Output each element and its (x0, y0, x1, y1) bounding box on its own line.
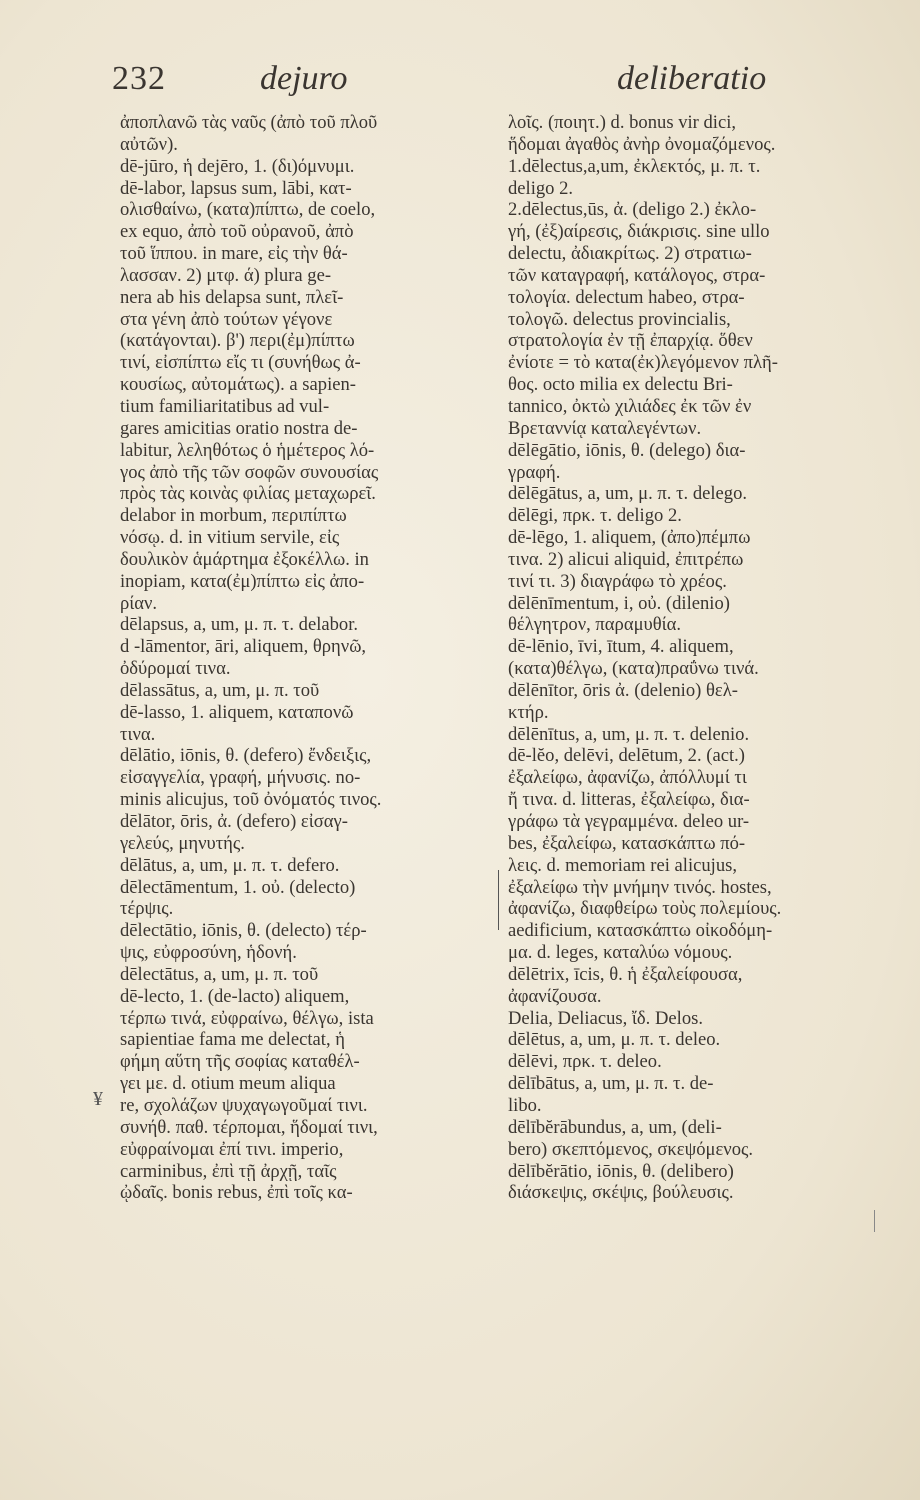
entry-line: (κατάγονται). β') περι(ἐμ)πίπτω (120, 330, 355, 352)
entry-line: aedificium, κατασκάπτω οἰκοδόμη- (508, 920, 773, 942)
entry-line: τολογῶ. delectus provincialis, (508, 308, 731, 330)
entry-line: ἀποπλανῶ τὰς ναῦς (ἀπὸ τοῦ πλοῦ (120, 112, 378, 133)
entry-line: ex equo, ἀπὸ τοῦ οὐρανοῦ, ἀπὸ (120, 221, 354, 243)
entry-line: ἐνίοτε = τὸ κατα(ἐκ)λεγόμενον πλῆ- (508, 352, 778, 374)
entry-line: ἐξαλείφω, ἀφανίζω, ἀπόλλυμί τι (508, 767, 747, 789)
page-number: 232 (112, 60, 166, 97)
entry-line: deligo 2. (508, 177, 574, 199)
header-guide-word-right: deliberatio (617, 60, 767, 97)
entry-line: bes, ἐξαλείφω, κατασκάπτω πό- (508, 832, 746, 854)
entry-line: τινα. (120, 723, 156, 745)
entry-line: re, σχολάζων ψυχαγωγοῦμαί τινι. (120, 1094, 368, 1116)
entry-line: κουσίως, αὐτομάτως). a sapien- (120, 374, 356, 396)
entry-line: λοῖς. (ποιητ.) d. bonus vir dici, (508, 112, 737, 133)
entry-line: gares amicitias oratio nostra de- (120, 417, 358, 439)
entry-line: τέρπω τινά, εὐφραίνω, θέλγω, ista (120, 1007, 374, 1029)
entry-line: dēlectāmentum, 1. οὐ. (delecto) (120, 876, 356, 898)
entry-line: γράφω τὰ γεγραμμένα. deleo ur- (508, 811, 750, 832)
column-divider-mark (498, 870, 499, 930)
entry-line: delabor in morbum, περιπίπτω (120, 505, 347, 527)
entry-line: θος. octo milia ex delectu Bri- (508, 374, 733, 396)
entry-line: ἀφανίζω, διαφθείρω τοὺς πολεμίους. (508, 898, 782, 920)
entry-line: dēlēgi, πρκ. τ. deligo 2. (508, 505, 682, 527)
entry-line: γελεύς, μηνυτής. (120, 832, 245, 854)
entry-line: τινί, εἰσπίπτω εἴς τι (συνήθως ἀ- (120, 352, 361, 374)
entry-line: ἐξαλείφω τὴν μνήμην τινός. hostes, (508, 876, 772, 898)
entry-line: labitur, λεληθότως ὁ ἡμέτερος λό- (120, 439, 375, 461)
running-header (112, 60, 792, 110)
entry-line: γή, (ἐξ)αίρεσις, διάκρισις. sine ullo (508, 221, 770, 243)
entry-line: bero) σκεπτόμενος, σκεψόμενος. (508, 1138, 754, 1160)
entry-line: dēlībātus, a, um, μ. π. τ. de- (508, 1073, 714, 1095)
entry-line: εὐφραίνομαι ἐπί τινι. imperio, (120, 1138, 344, 1160)
entry-line: γραφή. (508, 461, 561, 483)
entry-line: (κατα)θέλγω, (κατα)πραΰνω τινά. (508, 658, 759, 680)
entry-line: dē-lasso, 1. aliquem, καταπονῶ (120, 701, 354, 723)
entry-line: 1.dēlectus,a,um, ἐκλεκτός, μ. π. τ. (508, 155, 761, 177)
entry-line: tium familiaritatibus ad vul- (120, 395, 330, 417)
entry-line: κτήρ. (508, 701, 549, 723)
entry-line: συνήθ. παθ. τέρπομαι, ἥδομαί τινι, (120, 1116, 378, 1138)
right-column (508, 112, 876, 1204)
entry-line: διάσκεψις, σκέψις, βούλευσις. (508, 1182, 734, 1204)
entry-line: dē-jūro, ἡ dejēro, 1. (δι)όμνυμι. (120, 155, 355, 177)
entry-line: tannico, ὀκτὼ χιλιάδες ἐκ τῶν ἐν (508, 395, 752, 417)
entry-line: dēlībĕrātio, iōnis, θ. (delibero) (508, 1160, 734, 1182)
entry-line: dē-lĕo, delēvi, delētum, 2. (act.) (508, 745, 745, 767)
entry-line: dēlētrix, īcis, θ. ἡ ἐξαλείφουσα, (508, 963, 743, 985)
entry-line: dēlapsus, a, um, μ. π. τ. delabor. (120, 614, 359, 636)
marginal-mark: ¥ (93, 1088, 103, 1110)
entry-line: ἤ τινα. d. litteras, ἐξαλείφω, δια- (508, 789, 750, 811)
entry-line: dēlēnītor, ōris ἀ. (delenio) θελ- (508, 679, 738, 701)
entry-line: τῶν καταγραφή, κατάλογος, στρα- (508, 264, 766, 286)
entry-line: dēlēnītus, a, um, μ. π. τ. delenio. (508, 723, 750, 745)
entry-line: ολισθαίνω, (κατα)πίπτω, de coelo, (120, 199, 376, 221)
entry-line: στα γένη ἀπὸ τούτων γέγονε (120, 308, 333, 330)
header-guide-word-left: dejuro (260, 60, 348, 97)
entry-line: d -lāmentor, āri, aliquem, θρηνῶ, (120, 636, 367, 658)
entry-line: dēlībĕrābundus, a, um, (deli- (508, 1116, 722, 1138)
entry-line: εἰσαγγελία, γραφή, μήνυσις. no- (120, 767, 361, 789)
entry-line: Delia, Deliacus, ἴδ. Delos. (508, 1007, 703, 1029)
entry-line: dē-labor, lapsus sum, lābi, κατ- (120, 177, 352, 199)
entry-line: τέρψις. (120, 898, 174, 920)
entry-line: nera ab his delapsa sunt, πλεῖ- (120, 286, 344, 308)
entry-line: Βρεταννίᾳ καταλεγέντων. (508, 417, 702, 439)
entry-line: ἥδομαι ἀγαθὸς ἀνὴρ ὀνομαζόμενος. (508, 133, 776, 155)
entry-line: πρὸς τὰς κοινὰς φιλίας μεταχωρεῖ. (120, 483, 376, 505)
entry-line: dēlectātus, a, um, μ. π. τοῦ (120, 963, 319, 985)
entry-line: dēlātor, ōris, ἀ. (defero) εἰσαγ- (120, 811, 348, 832)
entry-line: dēlētus, a, um, μ. π. τ. deleo. (508, 1029, 721, 1051)
entry-line: ᾠδαῖς. bonis rebus, ἐπὶ τοῖς κα- (120, 1182, 353, 1204)
entry-line: ψις, εὐφροσύνη, ἡδονή. (120, 942, 297, 964)
entry-line: carminibus, ἐπὶ τῇ ἀρχῇ, ταῖς (120, 1160, 337, 1182)
entry-line: λεις. d. memoriam rei alicujus, (508, 854, 738, 876)
entry-line: dē-lecto, 1. (de-lacto) aliquem, (120, 985, 350, 1007)
entry-line: δουλικὸν ἁμάρτημα ἐξοκέλλω. in (120, 548, 369, 570)
entry-line: dēlātio, iōnis, θ. (defero) ἔνδειξις, (120, 745, 372, 767)
entry-line: τολογία. delectum habeo, στρα- (508, 286, 745, 308)
entry-line: ὀδύρομαί τινα. (120, 658, 231, 680)
entry-line: dē-lēgo, 1. aliquem, (ἀπο)πέμπω (508, 527, 751, 549)
left-column (120, 112, 490, 1204)
entry-line: 2.dēlectus,ūs, ἀ. (deligo 2.) ἐκλο- (508, 199, 757, 221)
entry-line: μα. d. leges, καταλύω νόμους. (508, 942, 733, 964)
entry-line: inopiam, κατα(ἐμ)πίπτω εἰς ἀπο- (120, 570, 365, 592)
entry-line: sapientiae fama me delectat, ἡ (120, 1029, 345, 1051)
entry-line: dē-lēnio, īvi, ītum, 4. aliquem, (508, 636, 734, 658)
entry-line: ἀφανίζουσα. (508, 985, 602, 1007)
entry-line: dēlassātus, a, um, μ. π. τοῦ (120, 679, 320, 701)
entry-line: minis alicujus, τοῦ ὀνόματός τινος. (120, 789, 382, 811)
entry-line: dēlātus, a, um, μ. π. τ. defero. (120, 854, 340, 876)
entry-line: ρίαν. (120, 592, 158, 614)
entry-line: γει με. d. otium meum aliqua (120, 1073, 336, 1095)
entry-line: νόσῳ. d. in vitium servile, εἰς (120, 527, 340, 549)
entry-line: αὐτῶν). (120, 133, 178, 155)
entry-line: dēlēvi, πρκ. τ. deleo. (508, 1051, 662, 1073)
entry-line: dēlēgātus, a, um, μ. π. τ. delego. (508, 483, 748, 505)
entry-line: θέλγητρον, παραμυθία. (508, 614, 682, 636)
entry-line: dēlectātio, iōnis, θ. (delecto) τέρ- (120, 920, 367, 942)
entry-line: dēlēgātio, iōnis, θ. (delego) δια- (508, 439, 746, 461)
entry-line: γος ἀπὸ τῆς τῶν σοφῶν συνουσίας (120, 461, 379, 483)
entry-line: τινί τι. 3) διαγράφω τὸ χρέος. (508, 570, 727, 592)
entry-line: στρατολογία ἐν τῇ ἐπαρχίᾳ. ὅθεν (508, 330, 753, 352)
entry-line: dēlēnīmentum, i, οὐ. (dilenio) (508, 592, 730, 614)
entry-line: λασσαν. 2) μτφ. ά) plura ge- (120, 264, 332, 286)
edge-tick-mark (874, 1210, 875, 1232)
entry-line: φήμη αὕτη τῆς σοφίας καταθέλ- (120, 1051, 360, 1073)
entry-line: delectu, ἀδιακρίτως. 2) στρατιω- (508, 243, 752, 265)
entry-line: τοῦ ἵππου. in mare, εἰς τὴν θά- (120, 243, 348, 265)
entry-line: libo. (508, 1094, 542, 1116)
entry-line: τινα. 2) alicui aliquid, ἐπιτρέπω (508, 548, 744, 570)
